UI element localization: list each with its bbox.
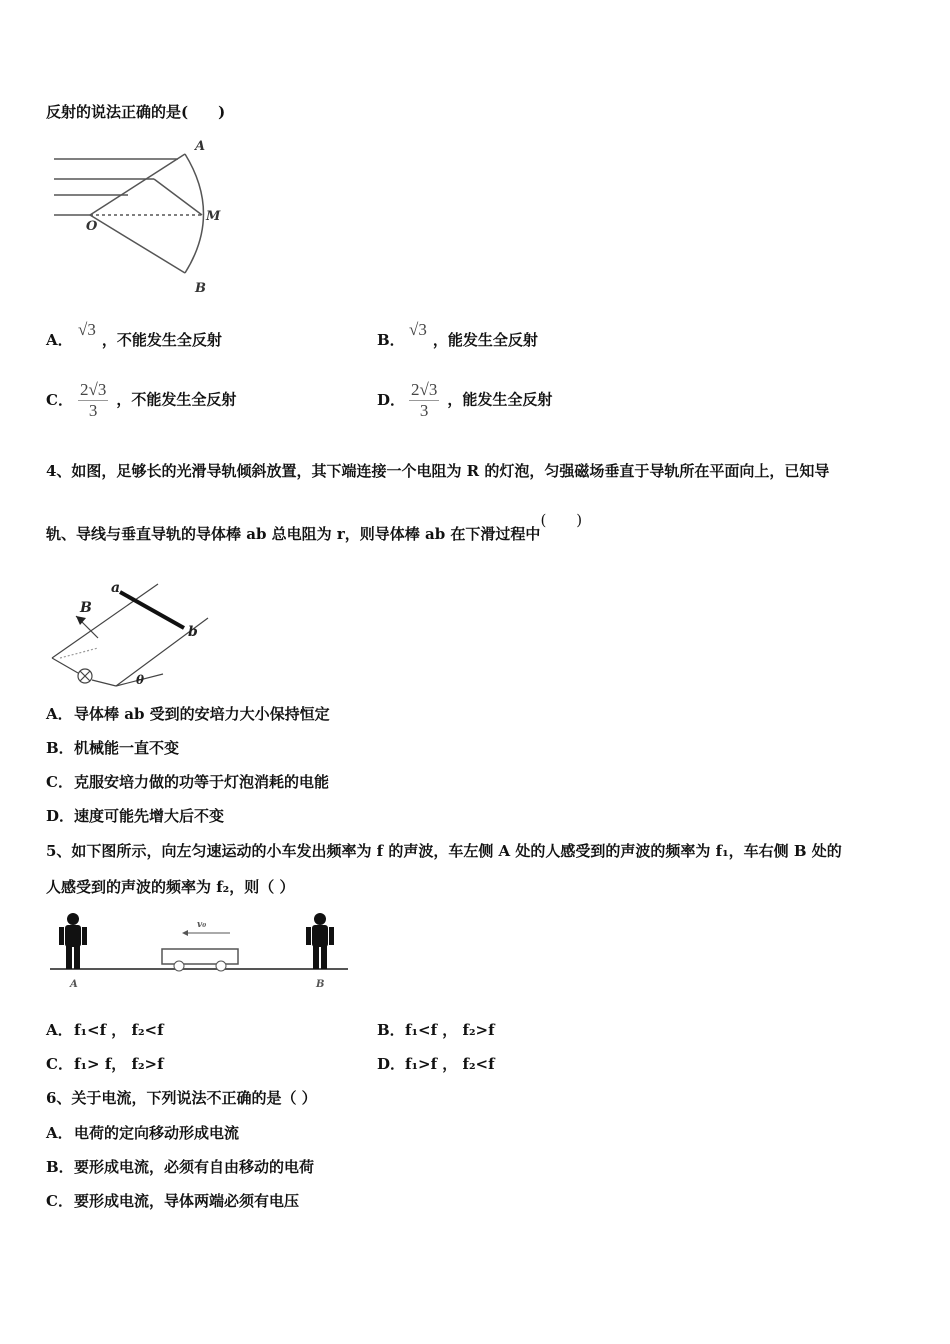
option-text: 电荷的定向移动形成电流 — [74, 1124, 240, 1142]
q5-stem-line2: 人感受到的声波的频率为 f₂，则（ ） — [46, 878, 295, 896]
fraction-denominator: 3 — [419, 401, 429, 420]
option-label: B． — [377, 1021, 405, 1039]
q5-option-b[interactable] — [377, 1020, 495, 1040]
fraction-numerator: 2√3 — [411, 380, 438, 399]
q3-option-c[interactable] — [46, 380, 236, 421]
option-label: B． — [46, 1158, 74, 1176]
option-label: D． — [377, 390, 406, 409]
q5-option-a[interactable] — [46, 1020, 164, 1040]
option-label: C． — [46, 1055, 73, 1073]
label-M: M — [206, 209, 221, 224]
q5-figure-car — [48, 905, 350, 993]
q4-option-d[interactable] — [46, 806, 224, 826]
option-label: D． — [377, 1055, 406, 1073]
q6-option-b[interactable] — [46, 1157, 314, 1177]
label-b: b — [188, 624, 198, 640]
option-label: C． — [46, 773, 73, 791]
label-theta: θ — [136, 673, 145, 687]
option-text: f₁<f ， f₂>f — [405, 1021, 495, 1039]
option-text: 要形成电流，必须有自由移动的电荷 — [74, 1158, 315, 1176]
answer-paren: ( ) — [540, 511, 583, 529]
label-B: B — [195, 281, 206, 294]
person-A-icon — [59, 913, 87, 969]
option-label: A． — [46, 1021, 73, 1039]
q3-option-b[interactable] — [377, 320, 538, 350]
q4-option-c[interactable] — [46, 772, 329, 792]
label-B-field: B — [80, 600, 92, 616]
fraction-numerator: 2√3 — [80, 380, 107, 399]
option-text: ，能发生全反射 — [447, 390, 553, 409]
option-math: √3 — [409, 320, 427, 339]
option-text: ，不能发生全反射 — [116, 390, 237, 409]
q5-stem-line1: 5、如下图所示，向左匀速运动的小车发出频率为 f 的声波，车左侧 A 处的人感受到的声波的频率为 f₁，车右侧 B 处的 — [46, 842, 842, 860]
q6-option-a[interactable] — [46, 1123, 239, 1143]
label-B: B — [316, 979, 325, 990]
label-A: A — [70, 979, 78, 990]
fraction-denominator: 3 — [88, 401, 98, 420]
label-a: a — [111, 580, 121, 596]
option-text: 机械能一直不变 — [74, 739, 180, 757]
car-icon — [162, 949, 238, 964]
label-velocity: v₀ — [197, 920, 207, 930]
option-label: A． — [46, 705, 73, 723]
option-label: D． — [46, 807, 75, 825]
option-text: 克服安培力做的功等于灯泡消耗的电能 — [74, 773, 330, 791]
option-label: B． — [377, 331, 405, 349]
q3-option-a[interactable] — [46, 320, 222, 350]
q4-stem-line2 — [46, 511, 583, 544]
q5-option-c[interactable] — [46, 1054, 164, 1074]
q6-option-c[interactable] — [46, 1191, 299, 1211]
q3-stem: 反射的说法正确的是( ) — [46, 103, 226, 121]
q3-figure-prism — [50, 132, 250, 294]
q4-figure-rails — [48, 578, 218, 690]
option-label: A． — [46, 331, 73, 349]
option-label: C． — [46, 1192, 73, 1210]
q6-stem: 6、关于电流，下列说法不正确的是（ ） — [46, 1089, 317, 1107]
option-text: f₁<f ， f₂<f — [74, 1021, 164, 1039]
q5-option-d[interactable] — [377, 1054, 495, 1074]
option-label: A． — [46, 1124, 73, 1142]
option-label: C． — [46, 390, 73, 409]
q3-option-d[interactable] — [377, 380, 552, 421]
label-O: O — [86, 219, 98, 234]
option-math: √3 — [78, 320, 96, 339]
q4-option-b[interactable] — [46, 738, 179, 758]
label-A: A — [195, 139, 206, 154]
option-text: f₁>f ， f₂<f — [405, 1055, 495, 1073]
option-text: ，不能发生全反射 — [101, 331, 222, 349]
arrow-left-icon — [182, 930, 188, 936]
option-text: 速度可能先增大后不变 — [74, 807, 225, 825]
option-text: ，能发生全反射 — [432, 331, 538, 349]
q4-stem-text: 轨、导线与垂直导轨的导体棒 ab 总电阻为 r，则导体棒 ab 在下滑过程中 — [46, 525, 541, 543]
q4-option-a[interactable] — [46, 704, 330, 724]
option-label: B． — [46, 739, 74, 757]
option-text: 要形成电流，导体两端必须有电压 — [74, 1192, 300, 1210]
person-B-icon — [306, 913, 334, 969]
option-text: f₁> f， f₂>f — [74, 1055, 164, 1073]
q4-stem-line1: 4、如图，足够长的光滑导轨倾斜放置，其下端连接一个电阻为 R 的灯泡，匀强磁场垂直于导轨所在平面向上，已知导 — [46, 462, 830, 480]
option-text: 导体棒 ab 受到的安培力大小保持恒定 — [74, 705, 330, 723]
